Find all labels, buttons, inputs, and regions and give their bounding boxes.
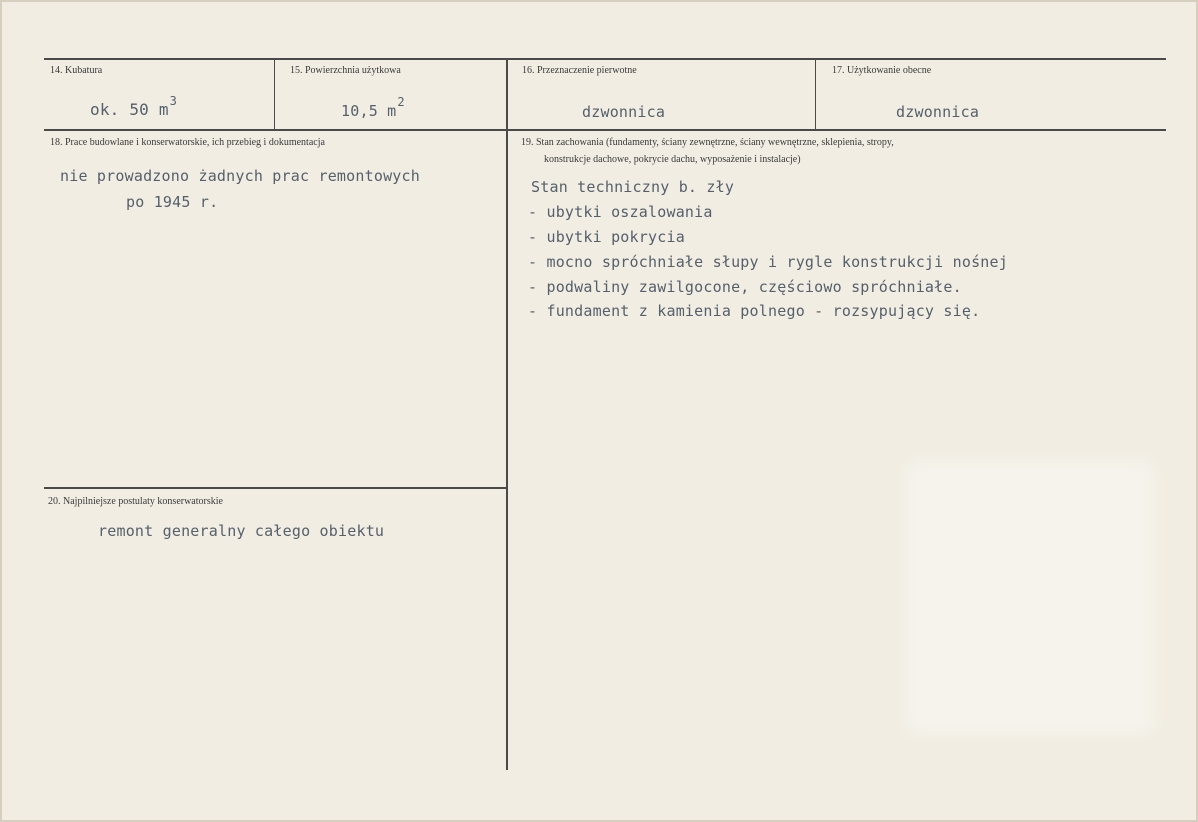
field-19-label-line-2: konstrukcje dachowe, pokrycie dachu, wyposażenie i instalacje) xyxy=(544,154,801,165)
paper-smudge xyxy=(905,460,1155,735)
field-15-value-text: 10,5 m xyxy=(341,102,397,120)
field-15-unit-sup: 2 xyxy=(397,95,405,109)
field-16-label: 16. Przeznaczenie pierwotne xyxy=(522,65,637,76)
field-15-label: 15. Powierzchnia użytkowa xyxy=(290,65,401,76)
field-18-label: 18. Prace budowlane i konserwatorskie, ich przebieg i dokumentacja xyxy=(50,137,325,148)
rule-row1-bottom xyxy=(44,129,1166,131)
field-14-value-text: ok. 50 m xyxy=(90,100,169,119)
rule-top xyxy=(44,58,1166,60)
field-20-value: remont generalny całego obiektu xyxy=(98,522,385,540)
field-18-line-1: nie prowadzono żadnych prac remontowych xyxy=(60,167,420,185)
field-17-value: dzwonnica xyxy=(896,103,980,121)
rule-v-center xyxy=(506,58,508,770)
rule-v-16-17 xyxy=(815,58,816,130)
list-item: - podwaliny zawilgocone, częściowo spróchniałe. xyxy=(528,278,962,296)
field-16-value: dzwonnica xyxy=(582,103,666,121)
field-19-label-line-1: 19. Stan zachowania (fundamenty, ściany zewnętrzne, ściany wewnętrzne, sklepienia, stropy, xyxy=(521,137,894,148)
list-item: - ubytki oszalowania xyxy=(528,203,713,221)
field-14-unit-sup: 3 xyxy=(169,94,178,108)
list-item: - ubytki pokrycia xyxy=(528,228,685,246)
field-19-heading: Stan techniczny b. zły xyxy=(531,178,735,196)
field-20-label: 20. Najpilniejsze postulaty konserwatorskie xyxy=(48,496,223,507)
list-item: - fundament z kamienia polnego - rozsypujący się. xyxy=(528,302,981,320)
rule-row2-bottom-left xyxy=(44,487,506,489)
list-item: - mocno spróchniałe słupy i rygle konstrukcji nośnej xyxy=(528,253,1008,271)
field-14-value xyxy=(90,94,178,119)
field-17-label: 17. Użytkowanie obecne xyxy=(832,65,932,76)
field-18-line-2: po 1945 r. xyxy=(126,193,219,211)
field-14-label: 14. Kubatura xyxy=(50,65,103,76)
field-15-value xyxy=(341,95,405,120)
rule-v-14-15 xyxy=(274,58,275,130)
